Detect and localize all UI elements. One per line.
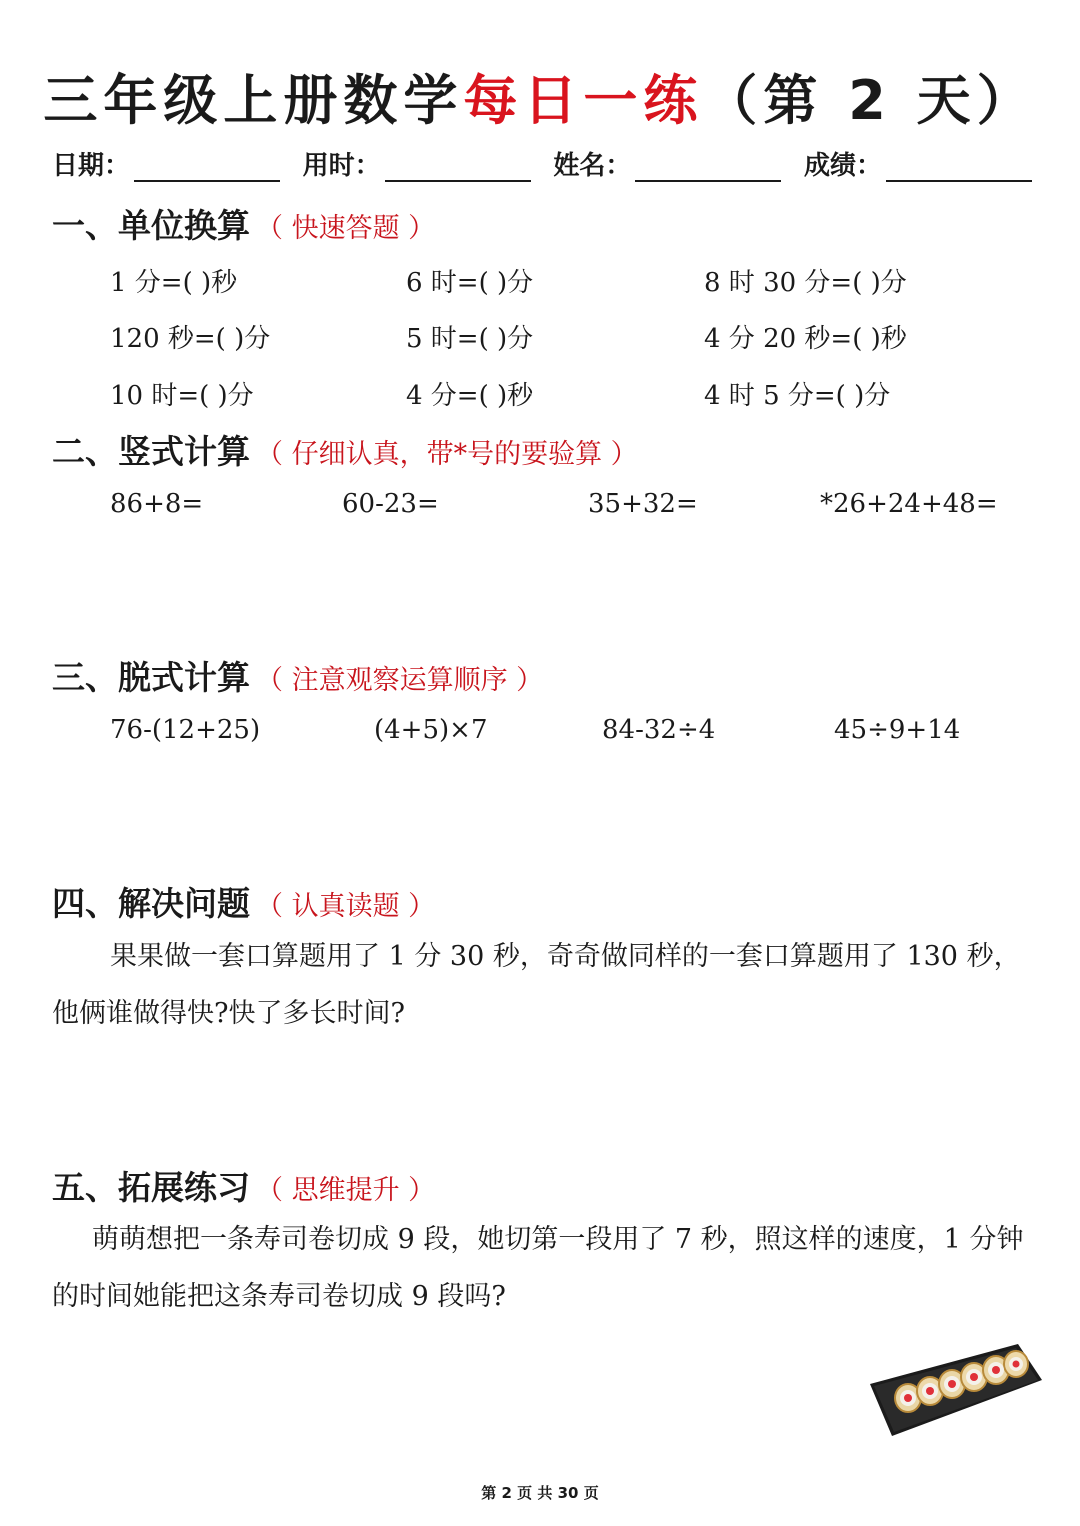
- calc-item: 35+32=: [588, 489, 698, 519]
- section-heading-unit-conversion: 一、单位换算 （ 快速答题 ）: [52, 206, 436, 245]
- section-heading-extension: 五、拓展练习 （ 思维提升 ）: [52, 1168, 436, 1207]
- extension-problem-text: 萌萌想把一条寿司卷切成 9 段，她切第一段用了 7 秒，照这样的速度，1 分钟的时间她能把这条寿司卷切成 9 段吗?: [52, 1224, 1024, 1312]
- conversion-item: 120 秒=( )分: [110, 324, 271, 354]
- calc-item: 86+8=: [110, 489, 204, 519]
- name-field[interactable]: 姓名：: [553, 145, 781, 182]
- expression-item: 76-(12+25): [110, 715, 261, 745]
- info-row: [52, 145, 1032, 182]
- word-problem-text: 果果做一套口算题用了 1 分 30 秒，奇奇做同样的一套口算题用了 130 秒，他俩谁做得快?快了多长时间?: [52, 941, 1021, 1029]
- conversion-item: 4 分 20 秒=( )秒: [704, 324, 907, 354]
- conversion-item: 6 时=( )分: [406, 268, 534, 298]
- section-hint: （ 注意观察运算顺序 ）: [256, 665, 544, 696]
- calc-item: 60-23=: [342, 489, 439, 519]
- section-hint: （ 认真读题 ）: [256, 891, 436, 922]
- expression-item: 84-32÷4: [602, 715, 716, 745]
- date-field[interactable]: 日期：: [52, 145, 280, 182]
- calc-item: *26+24+48=: [820, 489, 998, 519]
- expression-item: (4+5)×7: [374, 715, 488, 745]
- conversion-item: 4 分=( )秒: [406, 381, 534, 411]
- section-hint: （ 仔细认真，带*号的要验算 ）: [256, 439, 638, 470]
- conversion-item: 1 分=( )秒: [110, 268, 238, 298]
- title-grade: 三年级上册数学: [43, 69, 464, 132]
- conversion-item: 8 时 30 分=( )分: [704, 268, 907, 298]
- expression-item: 45÷9+14: [834, 715, 961, 745]
- section-heading-vertical-calc: 二、竖式计算 （ 仔细认真，带*号的要验算 ）: [52, 432, 638, 471]
- section-hint: （ 思维提升 ）: [256, 1175, 436, 1206]
- conversion-item: 5 时=( )分: [406, 324, 534, 354]
- title-daily: 每日一练: [463, 69, 704, 132]
- page-footer: 第 2 页 共 30 页: [481, 1484, 599, 1502]
- section-heading-step-calc: 三、脱式计算 （ 注意观察运算顺序 ）: [52, 658, 544, 697]
- page-title: [0, 58, 1080, 135]
- sushi-roll-image: [868, 1340, 1044, 1440]
- title-day: （第 2 天）: [703, 69, 1037, 132]
- conversion-item: 10 时=( )分: [110, 381, 254, 411]
- score-field[interactable]: 成绩：: [804, 145, 1032, 182]
- conversion-item: 4 时 5 分=( )分: [704, 381, 891, 411]
- section-heading-word-problem: 四、解决问题 （ 认真读题 ）: [52, 884, 436, 923]
- time-used-field[interactable]: 用时：: [303, 145, 531, 182]
- section-hint: （ 快速答题 ）: [256, 213, 436, 244]
